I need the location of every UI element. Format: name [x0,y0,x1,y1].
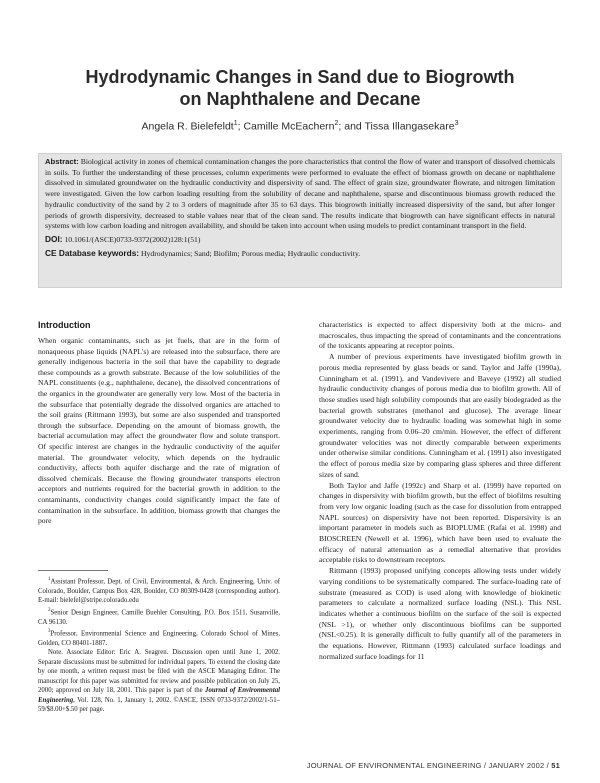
right-paragraph-continuation: characteristics is expected to affect dispersivity both at the micro- and macroscales, thus impacting the spread of contaminants and the concentrations of the toxicants appearing at receptor points. [319,320,561,351]
keywords-line [45,248,555,260]
author-list [40,120,560,133]
footnote-3 [38,627,280,648]
footnote-1 [38,575,280,606]
right-column [319,320,561,663]
page-footer [307,761,560,770]
abstract-box [38,153,562,288]
right-paragraph-3: Rittmann (1993) proposed unifying concepts allowing tests under widely varying conditions to be systematically compared. The surface-loading rate of substrate (measured as COD) is used along with knowledge of biokinetic parameters to calculate a normalized surface loading (NSL). This NSL indicates whether a continuous biofilm on the surface of the soil is expected (NSL >1), or whether only discontinuous biofilms can be supported (NSL<0.25). It is generally difficult to fully quantify all of the parameters in the equations. However, Rittmann (1993) calculated surface loadings and normalized surface loadings for 11 [319,566,561,661]
editor-note-text-a: Note. Associate Editor: Eric A. Seagren. Discussion open until June 1, 2002. Separate discussions must be submitted for individual papers. To extend the closing date by one month, a written request must be filed with the ASCE Managing Editor. The manuscript for this paper was submitted for review and possible publication on July 25, 2000; approved on July 18, 2001. This paper is part of the [38,649,280,695]
doi-line [45,234,555,246]
editor-note-text-b: , Vol. 128, No. 1, January 1, 2002. ©ASCE, ISSN 0733-9372/2002/1-51–59/$8.00+$.50 per page. [38,696,280,714]
keywords-label: CE Database keywords: [45,247,140,258]
paper-title [40,66,560,110]
doi-label: DOI: [45,233,63,244]
author-1: Angela R. Bielefeldt [141,120,234,133]
author-3-affil: 3 [454,120,459,127]
doi-value[interactable]: 10.1061/(ASCE)0733-9372(2002)128:1(51) [62,234,201,244]
footnotes [38,575,280,715]
footnote-divider [38,570,108,571]
author-3: ; and Tissa Illangasekare [338,120,455,133]
footnote-3-mark: 3 [48,629,51,635]
author-2: ; Camille McEachern [237,120,335,133]
abstract-text: Biological activity in zones of chemical contamination changes the pore characteristics that control the flow of water and transport of dissolved chemicals in soils. To further the understanding of these processes, column experiments were performed to evaluate the effect of biomass growth on decane or naphthalene dissolved in simulated groundwater on the hydraulic conductivity and dispersivity of sand. The effect of grain size, groundwater flowrate, and nitrogen limitation were investigated. Given the low carbon loading resulting from the solubility of decane and naphthalene, sparse and discontinuous biomass growth reduced the hydraulic conductivity of the sand by 2 to 3 orders of magnitude after 35 to 63 days. This biogrowth initially increased dispersivity of the sand, but after longer periods of growth dispersivity, decreased to stable values near that of the clean sand. The results indicate that biogrowth can have significant effects in natural systems with low carbon loading and nitrogen availability, and should be taken into account when using models to predict contaminant transport in the field. [45,157,555,231]
footnote-1-mark: 1 [48,577,51,582]
footnote-2-mark: 2 [48,607,51,613]
author-2-affil: 2 [334,120,339,127]
title-line-2: on Naphthalene and Decane [179,89,421,109]
footer-journal: JOURNAL OF ENVIRONMENTAL ENGINEERING / JANUARY 2002 / [306,761,552,770]
footnote-2 [38,606,280,627]
intro-left-column [38,336,280,527]
keywords-value: Hydrodynamics; Sand; Biofilm; Porous media; Hydraulic conductivity. [139,248,361,258]
right-paragraph-1: A number of previous experiments have investigated biofilm growth in porous media represented by glass beads or sand. Taylor and Jaffe (1990a), Cunningham et al. (1991), and Vandevivere and Baveye (1992) all studied hydraulic conductivity changes of porous media due to biofilm growth. All of those studies used high solubility compounds that are easily biodegraded as the bacterial growth substrates (methanol and glucose). The average linear groundwater velocity due to hydraulic loading was somewhat high in some experiments, ranging from 0.06–20 cm/min. However, the effect of different groundwater velocities was not directly comparable between experiments under otherwise similar conditions. Cunningham et al. (1991) also investigated the effect of porous media size by comparing glass spheres and three different sizes of sand. [319,352,561,479]
title-line-1: Hydrodynamic Changes in Sand due to Biogrowth [85,67,515,87]
footnote-1-text: Assistant Professor, Dept. of Civil, Environmental, & Arch. Engineering, Univ. of Colorado, Boulder, Campus Box 428, Boulder, CO 80309-0428 (corresponding author). E-mail: bielefel@stripe.colorado.edu [38,578,280,605]
author-1-affil: 1 [233,120,238,127]
footnote-2-text: Senior Design Engineer, Camille Buehler Consulting, P.O. Box 1511, Susanville, CA 96130. [38,609,280,626]
intro-paragraph-1: When organic contaminants, such as jet fuels, that are in the form of nonaqueous phase liquids (NAPL's) are released into the subsurface, there are generally indigenous bacteria in the soil that have the capability to degrade these compounds as a growth substrate. Because of the low solubilities of the NAPL constituents (e.g., naphthalene, decane), the dissolved concentrations of the organics in the groundwater are generally very low. Most of the bacteria in the subsurface that potentially degrade the dissolved organics are attached to the soil grains (Rittmann 1993), but some are also suspended and transported through the subsurface. Depending on the amount of biomass growth, the bacterial accumulation may affect the groundwater flow and solute transport. Of specific interest are changes in the hydraulic conductivity of the aquifer material. The groundwater velocity, which depends on the hydraulic conductivity, affects both aquifer discharge and the rate of migration of dissolved chemicals. Because the flowing groundwater transports electron acceptors and nutrients required for the bacterial growth in addition to the contaminants, conductivity changes could significantly impact the fate of contamination in the subsurface. In addition, biomass growth that changes the pore [38,336,280,526]
page-number: 51 [551,761,560,770]
footnote-3-text: Professor, Environmental Science and Engineering, Colorado School of Mines, Golden, CO 80401-1887. [38,630,280,647]
editor-note [38,648,280,715]
editor-note-journal: Journal of Environmental Engineering [38,687,281,704]
right-paragraph-2: Both Taylor and Jaffe (1992c) and Sharp et al. (1999) have reported on changes in dispersivity with biofilm growth, but the effect of biofilms resulting from very low organic loading (such as the case for dissolution from entrapped NAPL sources) on dispersivity have not been reported. Dispersivity is an important parameter in models such as BIOPLUME (Rafai et al. 1998) and BIOSCREEN (Newell et al. 1996), which have been used to evaluate the efficacy of natural attenuation as a remedial alternative that provides acceptable risks to downstream receptors. [319,480,561,565]
section-heading-introduction: Introduction [38,320,91,330]
abstract-label: Abstract: [45,157,79,166]
